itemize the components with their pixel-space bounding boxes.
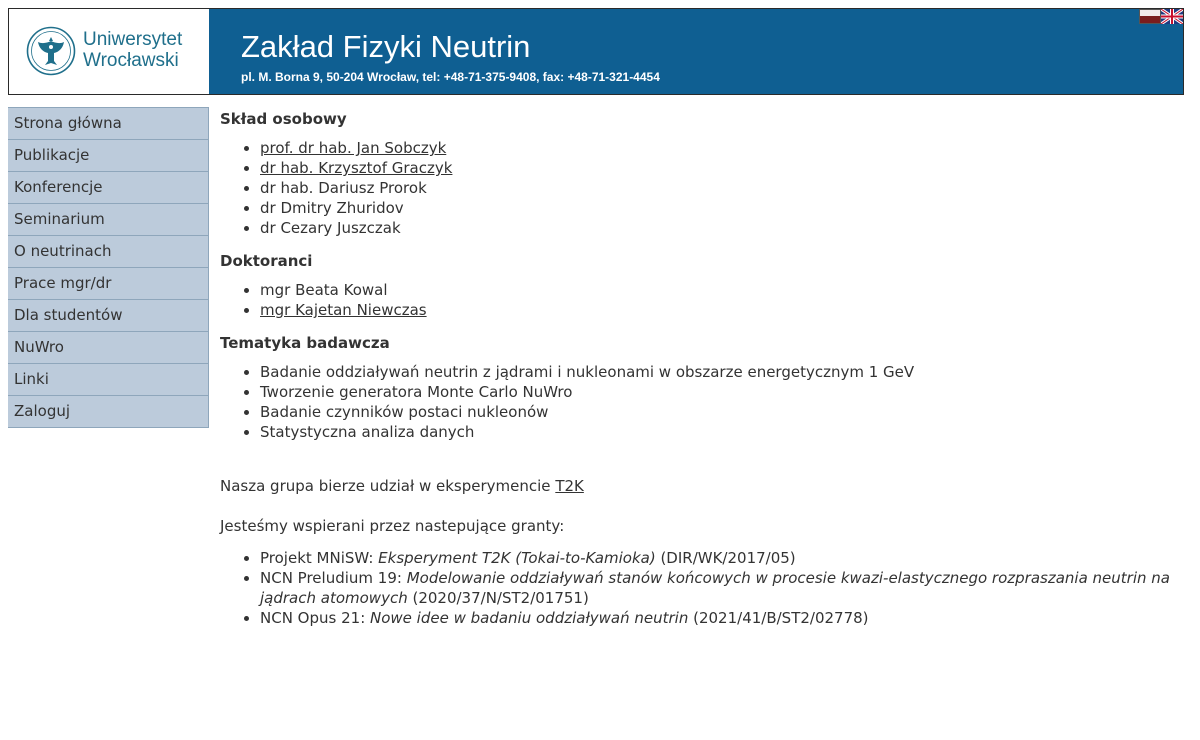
list-item: • dr hab. Dariusz Prorok — [260, 178, 1180, 198]
staff-link[interactable]: prof. dr hab. Jan Sobczyk — [260, 139, 447, 157]
page-title: Zakład Fizyki Neutrin — [241, 29, 531, 64]
grant-item — [260, 608, 1180, 628]
grant-prefix: Projekt MNiSW: — [260, 549, 379, 567]
sidebar-nav — [8, 107, 209, 428]
grant-title: Modelowanie oddziaływań stanów końcowych w procesie kwazi-elastycznego rozpraszania neutrin na jądrach atomowych — [260, 569, 1170, 607]
grant-title: Eksperyment T2K (Tokai-to-Kamioka) — [378, 549, 656, 567]
site-header — [8, 8, 1184, 95]
research-heading: Tematyka badawcza — [220, 334, 390, 352]
logo-line-1: Uniwersytet — [83, 29, 183, 50]
list-item: • mgr Beata Kowal — [260, 280, 1180, 300]
experiment-text — [220, 476, 1180, 496]
main-content — [220, 108, 1180, 640]
staff-heading: Skład osobowy — [220, 110, 347, 128]
staff-link[interactable]: dr hab. Krzysztof Graczyk — [260, 159, 453, 177]
sidebar-item-about-neutrinos[interactable]: O neutrinach — [8, 235, 208, 267]
list-item — [260, 138, 1180, 158]
list-item: • Badanie czynników postaci nukleonów — [260, 402, 1180, 422]
grant-code: (2021/41/B/ST2/02778) — [688, 609, 869, 627]
grant-title: Nowe idee w badaniu oddziaływań neutrin — [370, 609, 689, 627]
university-name — [83, 29, 182, 71]
sidebar-item-home[interactable]: Strona główna — [8, 107, 208, 139]
grant-code: (DIR/WK/2017/05) — [655, 549, 796, 567]
sidebar-item-conferences[interactable]: Konferencje — [8, 171, 208, 203]
grant-prefix: NCN Opus 21: — [260, 609, 371, 627]
grants-intro: Jesteśmy wspierani przez nastepujące granty: — [220, 517, 565, 535]
phd-list — [220, 280, 1180, 320]
experiment-label: Nasza grupa bierze udział w eksperymencie — [220, 477, 556, 495]
university-logo[interactable] — [9, 9, 209, 94]
list-item: • dr Cezary Juszczak — [260, 218, 1180, 238]
grant-prefix: NCN Preludium 19: — [260, 569, 407, 587]
list-item: • Badanie oddziaływań neutrin z jądrami i nukleonami w obszarze energetycznym 1 GeV — [260, 362, 1180, 382]
grant-item — [260, 548, 1180, 568]
list-item — [260, 158, 1180, 178]
phd-link[interactable]: mgr Kajetan Niewczas — [260, 301, 427, 319]
staff-list — [220, 138, 1180, 238]
phd-heading: Doktoranci — [220, 252, 313, 270]
list-item: • Statystyczna analiza danych — [260, 422, 1180, 442]
sidebar-item-theses[interactable]: Prace mgr/dr — [8, 267, 208, 299]
sidebar-item-links[interactable]: Linki — [8, 363, 208, 395]
university-emblem-icon — [26, 26, 76, 76]
polish-flag-icon[interactable] — [1139, 9, 1161, 24]
logo-line-2: Wrocławski — [83, 50, 179, 71]
sidebar-item-students[interactable]: Dla studentów — [8, 299, 208, 331]
site-address: pl. M. Borna 9, 50-204 Wrocław, tel: +48-71-375-9408, fax: +48-71-321-4454 — [241, 70, 660, 84]
grant-item — [260, 568, 1180, 608]
language-switcher — [1139, 9, 1183, 24]
grants-list — [220, 548, 1180, 628]
research-list — [220, 362, 1180, 442]
sidebar-item-publications[interactable]: Publikacje — [8, 139, 208, 171]
sidebar-item-nuwro[interactable]: NuWro — [8, 331, 208, 363]
list-item — [260, 300, 1180, 320]
sidebar-item-login[interactable]: Zaloguj — [8, 395, 208, 427]
uk-flag-icon[interactable] — [1161, 9, 1183, 24]
list-item: • dr Dmitry Zhuridov — [260, 198, 1180, 218]
grant-code: (2020/37/N/ST2/01751) — [407, 589, 589, 607]
list-item: • Tworzenie generatora Monte Carlo NuWro — [260, 382, 1180, 402]
t2k-link[interactable]: T2K — [555, 477, 584, 495]
sidebar-item-seminar[interactable]: Seminarium — [8, 203, 208, 235]
